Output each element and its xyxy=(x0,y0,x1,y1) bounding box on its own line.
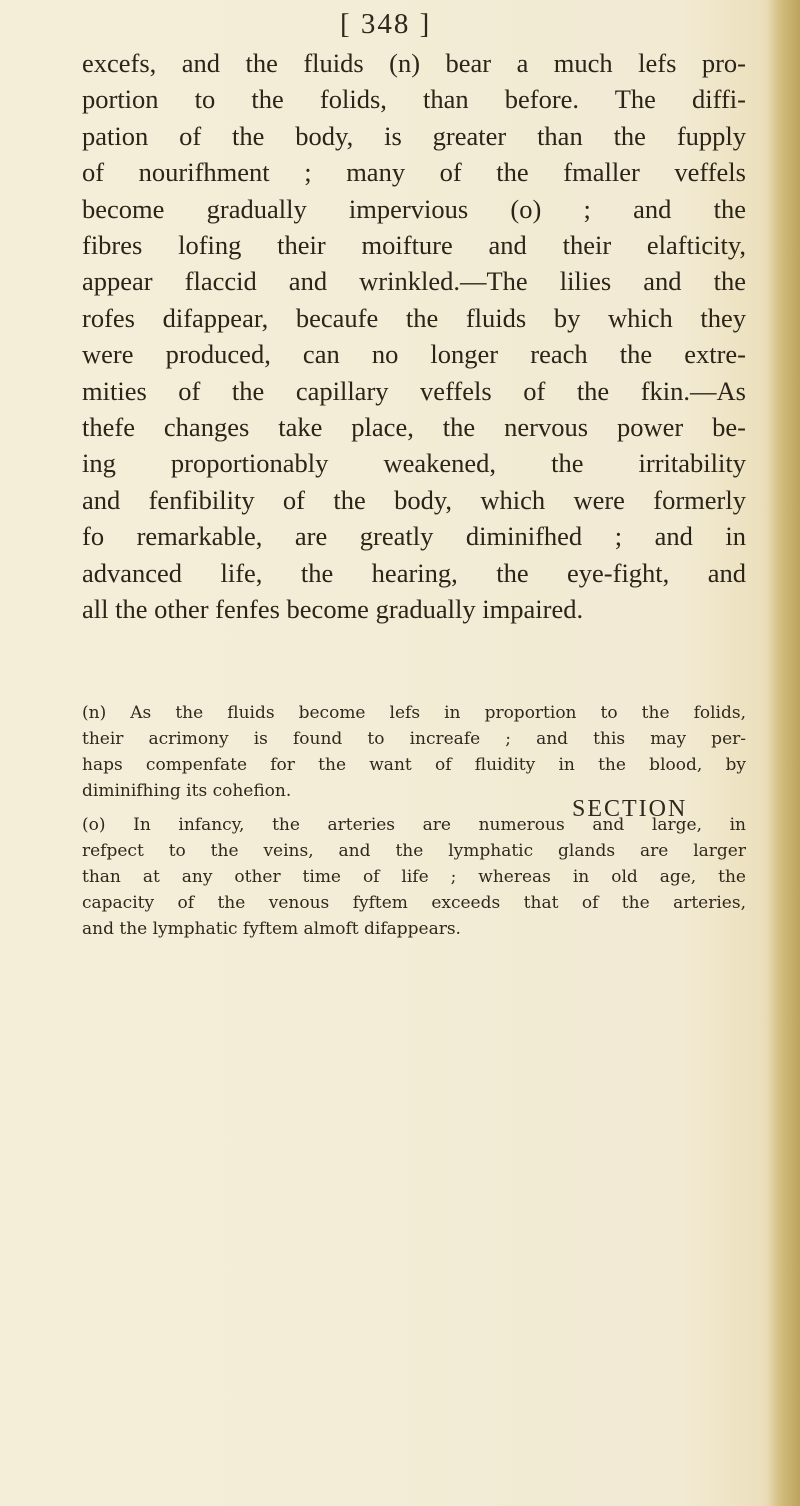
text-line: and fenfibility of the body, which were formerly xyxy=(82,484,746,515)
footnote-o xyxy=(82,812,746,942)
footnote-n xyxy=(82,700,746,804)
text-line: thefe changes take place, the nervous power be- xyxy=(82,412,746,443)
footnotes xyxy=(82,700,746,950)
footnote-line: their acrimony is found to increafe ; and this may per- xyxy=(82,729,746,749)
footnote-line: refpect to the veins, and the lymphatic glands are larger xyxy=(82,841,746,861)
text-line: were produced, can no longer reach the extre- xyxy=(82,339,746,370)
text-line: mities of the capillary veffels of the fkin.—As xyxy=(82,375,746,406)
text-line: fo remarkable, are greatly diminifhed ; and in xyxy=(82,521,746,552)
footnote-line: than at any other time of life ; whereas in old age, the xyxy=(82,867,746,887)
text-line: appear flaccid and wrinkled.—The lilies and the xyxy=(82,266,746,297)
text-line: become gradually impervious (o) ; and the xyxy=(82,193,746,224)
page-edge-shadow xyxy=(768,0,800,1506)
text-line: portion to the folids, than before. The diffi- xyxy=(82,84,746,115)
text-line: advanced life, the hearing, the eye-fight, and xyxy=(82,557,746,588)
text-line: pation of the body, is greater than the fupply xyxy=(82,120,746,151)
footnote-line: capacity of the venous fyftem exceeds that of the arteries, xyxy=(82,893,746,913)
footnote-line: diminifhing its cohefion. xyxy=(82,781,292,801)
catchword: SECTION xyxy=(572,796,688,822)
text-line: excefs, and the fluids (n) bear a much lefs pro- xyxy=(82,48,746,78)
text-line: of nourifhment ; many of the fmaller veffels xyxy=(82,157,746,188)
page-number: [ 348 ] xyxy=(340,8,432,40)
text-line: fibres lofing their moifture and their elafticity, xyxy=(82,230,746,261)
text-line: ing proportionably weakened, the irritability xyxy=(82,448,746,479)
footnote-line: (o) In infancy, the arteries are numerous and large, in xyxy=(82,815,746,835)
text-line: rofes difappear, becaufe the fluids by which they xyxy=(82,302,746,333)
footnote-line: and the lymphatic fyftem almoft difappears. xyxy=(82,919,461,939)
text-line: all the other fenfes become gradually impaired. xyxy=(82,594,584,625)
main-text xyxy=(82,45,746,628)
footnote-line: (n) As the fluids become lefs in proportion to the folids, xyxy=(82,703,746,723)
footnote-line: haps compenfate for the want of fluidity in the blood, by xyxy=(82,755,746,775)
